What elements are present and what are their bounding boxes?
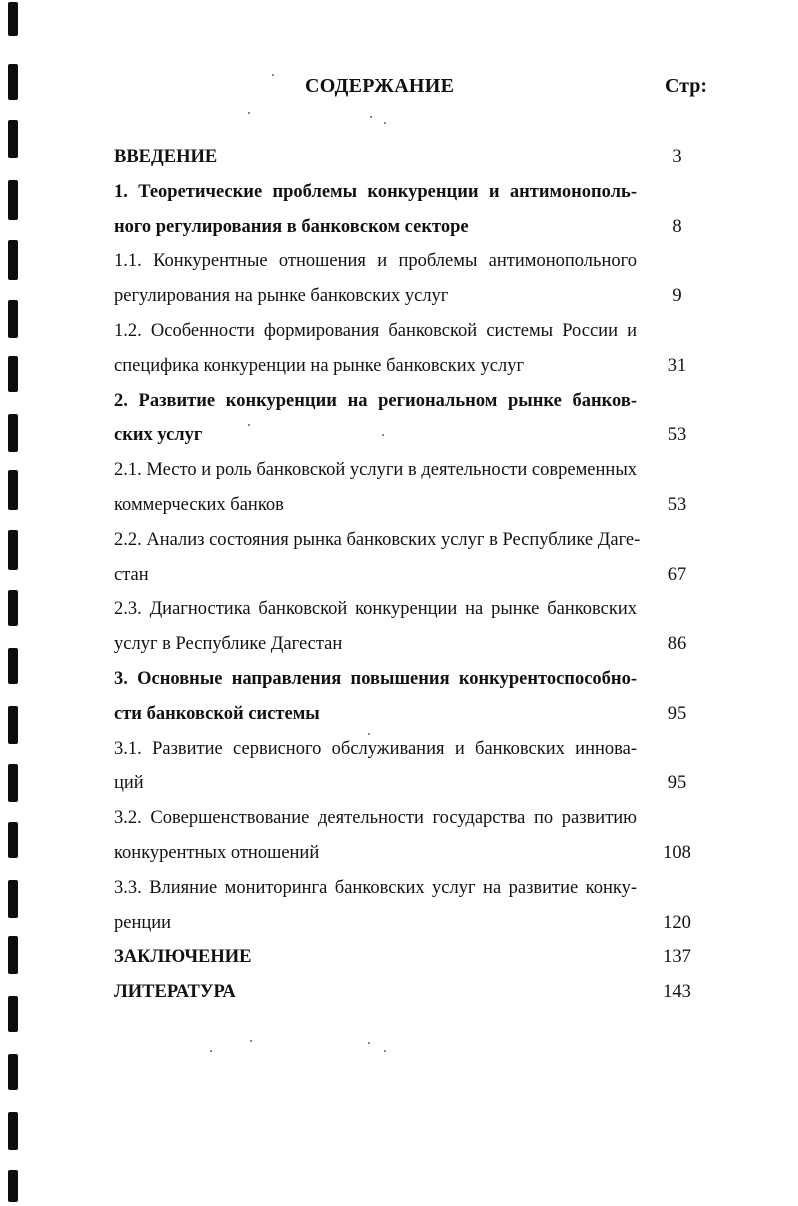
toc-entry xyxy=(114,975,704,1010)
toc-entry xyxy=(114,523,704,593)
toc-page-number: 53 xyxy=(667,425,687,446)
binding-mark xyxy=(8,590,18,626)
scan-speck xyxy=(248,112,250,114)
toc-entry xyxy=(114,175,704,245)
binding-mark xyxy=(8,1170,18,1202)
toc-entry-line: услуг в Республике Дагестан xyxy=(114,634,343,655)
toc-entry-line: 2.3. Диагностика банковской конкуренции на рынке банковских xyxy=(114,599,637,620)
binding-mark xyxy=(8,2,18,36)
toc-entry-line: 3.3. Влияние мониторинга банковских услуг на развитие конку- xyxy=(114,877,637,898)
toc-entry xyxy=(114,871,704,941)
toc-entry-line: ских услуг xyxy=(114,425,203,446)
toc-entry-line: ЗАКЛЮЧЕНИЕ xyxy=(114,947,252,968)
toc-entry-line: стан xyxy=(114,564,149,585)
toc-page-number: 8 xyxy=(672,216,682,237)
page-title: СОДЕРЖАНИЕ xyxy=(305,75,455,97)
toc-page-number: 3 xyxy=(672,147,682,167)
toc-entry xyxy=(114,384,704,454)
binding-mark xyxy=(8,1054,18,1090)
toc-entry xyxy=(114,314,704,384)
toc-page-number: 53 xyxy=(667,494,687,515)
toc-entry xyxy=(114,801,704,871)
scan-speck xyxy=(384,122,386,124)
binding-mark xyxy=(8,706,18,744)
toc-page-number: 143 xyxy=(663,982,691,1003)
toc-entry-line: 1.2. Особенности формирования банковской системы России и xyxy=(114,320,637,341)
toc-page-number: 108 xyxy=(663,842,691,863)
toc-entry-line: регулирования на рынке банковских услуг xyxy=(114,286,449,307)
binding-mark xyxy=(8,180,18,220)
binding-mark xyxy=(8,530,18,570)
toc-page-number: 120 xyxy=(663,912,691,933)
toc-entry-line: 2. Развитие конкуренции на региональном рынке банков- xyxy=(114,390,637,411)
toc-entry-line: ного регулирования в банковском секторе xyxy=(114,216,469,237)
toc-entry-line: 2.2. Анализ состояния рынка банковских услуг в Республике Даге- xyxy=(114,529,641,550)
binding-mark xyxy=(8,648,18,684)
toc-entry-line: ренции xyxy=(114,912,172,933)
scan-speck xyxy=(210,1050,212,1052)
binding-mark xyxy=(8,470,18,510)
binding-mark xyxy=(8,300,18,338)
toc-entry xyxy=(114,940,704,975)
table-of-contents xyxy=(114,140,704,1010)
toc-entry-line: ЛИТЕРАТУРА xyxy=(114,982,236,1003)
page-column-header: Стр: xyxy=(665,75,708,97)
toc-entry xyxy=(114,244,704,314)
binding-mark xyxy=(8,64,18,100)
binding-mark xyxy=(8,936,18,974)
toc-entry xyxy=(114,592,704,662)
toc-page-number: 137 xyxy=(663,947,691,968)
binding-mark xyxy=(8,1112,18,1150)
toc-page-number: 95 xyxy=(667,703,687,724)
toc-page-number: 31 xyxy=(667,355,687,376)
toc-entry xyxy=(114,662,704,732)
toc-page-number: 67 xyxy=(667,564,687,585)
binding-mark xyxy=(8,240,18,280)
scan-speck xyxy=(272,74,274,76)
binding-mark xyxy=(8,414,18,452)
toc-entry-line: 1.1. Конкурентные отношения и проблемы антимонопольного xyxy=(114,251,637,272)
toc-entry xyxy=(114,732,704,802)
binding-mark xyxy=(8,880,18,918)
toc-page-number: 86 xyxy=(667,634,687,655)
binding-mark xyxy=(8,120,18,158)
scan-speck xyxy=(250,1040,252,1042)
scan-speck xyxy=(370,116,372,118)
toc-entry-line: ВВЕДЕНИЕ xyxy=(114,147,218,167)
toc-entry-line: коммерческих банков xyxy=(114,494,284,515)
binding-mark xyxy=(8,822,18,858)
toc-entry-line: 3.2. Совершенствование деятельности государства по развитию xyxy=(114,808,637,829)
binding-mark xyxy=(8,764,18,802)
toc-entry xyxy=(114,453,704,523)
toc-entry-line: 3.1. Развитие сервисного обслуживания и банковских иннова- xyxy=(114,738,637,759)
scan-speck xyxy=(384,1050,386,1052)
toc-entry-line: специфика конкуренции на рынке банковских услуг xyxy=(114,355,525,376)
toc-entry xyxy=(114,140,704,175)
toc-entry-line: 1. Теоретические проблемы конкуренции и антимонополь- xyxy=(114,181,637,202)
toc-entry-line: 2.1. Место и роль банковской услуги в деятельности современных xyxy=(114,460,637,481)
toc-page-number: 95 xyxy=(667,773,687,794)
scan-speck xyxy=(368,1042,370,1044)
binding-mark xyxy=(8,356,18,392)
toc-entry-line: конкурентных отношений xyxy=(114,842,320,863)
toc-entry-line: сти банковской системы xyxy=(114,703,320,724)
toc-page-number: 9 xyxy=(672,286,682,307)
toc-entry-line: 3. Основные направления повышения конкурентоспособно- xyxy=(114,668,637,689)
toc-entry-line: ций xyxy=(114,773,144,794)
binding-mark xyxy=(8,996,18,1032)
